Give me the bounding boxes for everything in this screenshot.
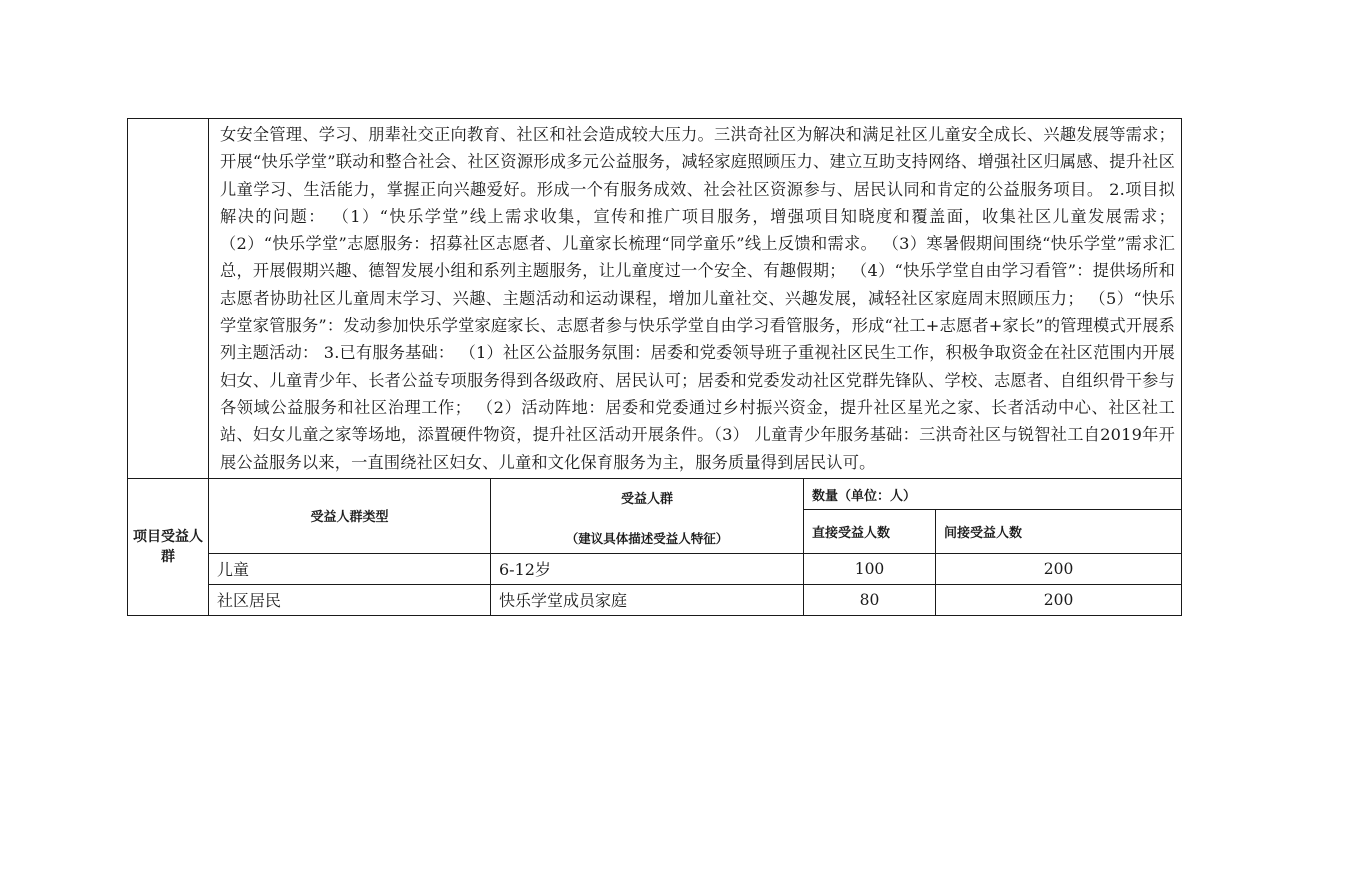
beneficiary-type-header: 受益人群类型 (209, 478, 491, 553)
beneficiary-group-header (491, 478, 804, 553)
beneficiary-section-label: 项目受益人群 (128, 478, 209, 615)
direct-count: 80 (804, 584, 936, 615)
project-table (127, 118, 1182, 616)
beneficiary-group-title: 受益人群 (620, 491, 673, 507)
beneficiary-header-row (128, 478, 1182, 509)
table-row (128, 553, 1182, 584)
project-description: 女安全管理、学习、朋辈社交正向教育、社区和社会造成较大压力。三洪奇社区为解决和满足社区儿童安全成长、兴趣发展等需求；开展“快乐学堂”联动和整合社会、社区资源形成多元公益服务，减轻家庭照顾压力、建立互助支持网络、增强社区归属感、提升社区儿童学习、生活能力，掌握正向兴趣爱好。形成一个有服务成效、社会社区资源参与、居民认同和肯定的公益服务项目。 2.项目拟解决的问题： （1）“快乐学堂”线上需求收集，宣传和推广项目服务，增强项目知晓度和覆盖面，收集社区儿童发展需求； （2）“快乐学堂”志愿服务：招募社区志愿者、儿童家长梳理“同学童乐”线上反馈和需求。 （3）寒暑假期间围绕“快乐学堂”需求汇总，开展假期兴趣、德智发展小组和系列主题服务，让儿童度过一个安全、有趣假期； （4）“快乐学堂自由学习看管”：提供场所和志愿者协助社区儿童周末学习、兴趣、主题活动和运动课程，增加儿童社交、兴趣发展，减轻社区家庭周末照顾压力； （5）“快乐学堂家管服务”：发动参加快乐学堂家庭家长、志愿者参与快乐学堂自由学习看管服务，形成“社工+志愿者+家长”的管理模式开展系列主题活动： 3.已有服务基础： （1）社区公益服务氛围：居委和党委领导班子重视社区民生工作，积极争取资金在社区范围内开展妇女、儿童青少年、长者公益专项服务得到各级政府、居民认可；居委和党委发动社区党群先锋队、学校、志愿者、自组织骨干参与各领域公益服务和社区治理工作； （2）活动阵地：居委和党委通过乡村振兴资金，提升社区星光之家、长者活动中心、社区社工站、妇女儿童之家等场地，添置硬件物资，提升社区活动开展条件。（3） 儿童青少年服务基础：三洪奇社区与锐智社工自2019年开展公益服务以来，一直围绕社区妇女、儿童和文化保育服务为主，服务质量得到居民认可。 (209, 119, 1182, 479)
direct-count: 100 (804, 553, 936, 584)
description-label-cell (128, 119, 209, 479)
indirect-count: 200 (936, 584, 1182, 615)
table-row (128, 584, 1182, 615)
beneficiary-type: 社区居民 (209, 584, 491, 615)
beneficiary-group: 快乐学堂成员家庭 (491, 584, 804, 615)
description-row (128, 119, 1182, 479)
beneficiary-group: 6-12岁 (491, 553, 804, 584)
beneficiary-type: 儿童 (209, 553, 491, 584)
indirect-count: 200 (936, 553, 1182, 584)
direct-count-header: 直接受益人数 (804, 510, 936, 554)
quantity-header: 数量（单位：人） (804, 478, 1182, 509)
indirect-count-header: 间接受益人数 (936, 510, 1182, 554)
beneficiary-group-note: （建议具体描述受益人特征） (565, 530, 729, 546)
